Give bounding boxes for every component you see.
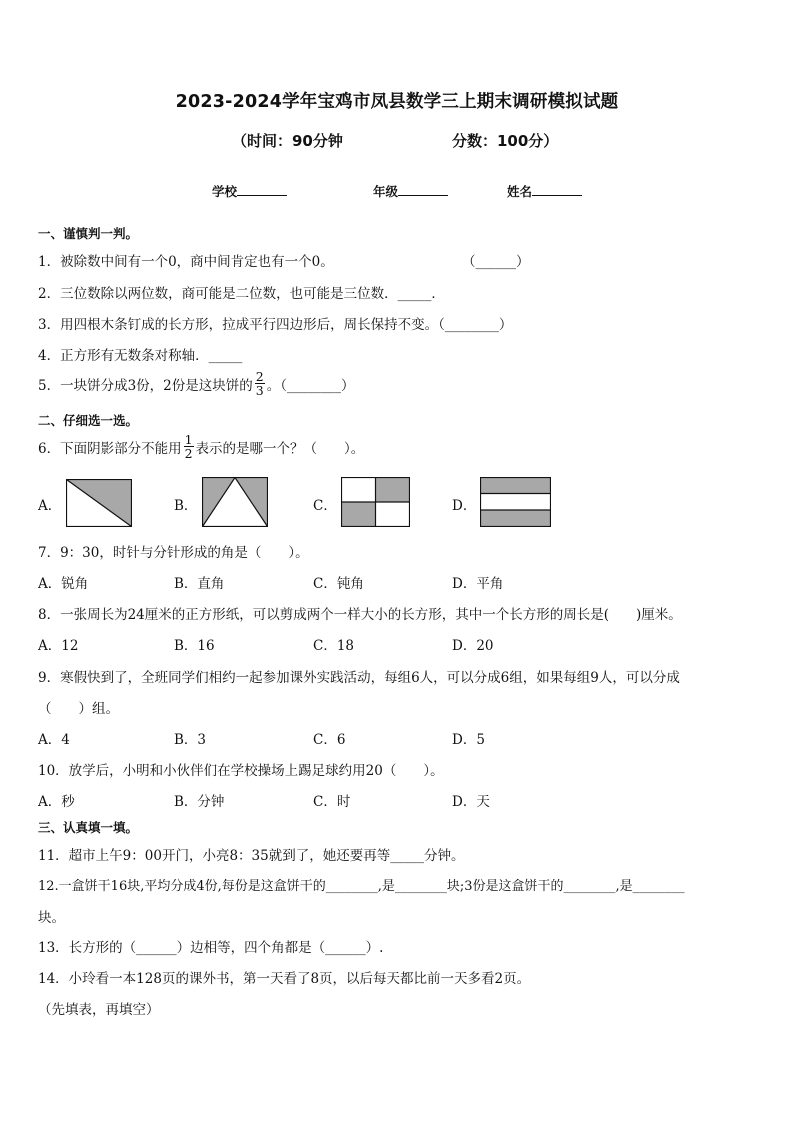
q7-option-a[interactable]: A．锐角 — [38, 576, 89, 592]
school-blank[interactable] — [237, 183, 287, 196]
section-2-heading: 二、仔细选一选。 — [38, 413, 139, 428]
question-3: 3．用四根木条钉成的长方形，拉成平行四边形后，周长保持不变。（________） — [38, 317, 513, 333]
q6-option-b[interactable]: B． — [174, 498, 198, 514]
total-score: 分数：100分） — [452, 132, 559, 150]
shaded-bottom-strip — [481, 510, 551, 527]
question-9-cont: （ ）组。 — [38, 701, 119, 717]
q9-option-d[interactable]: D．5 — [452, 732, 485, 748]
grade-blank[interactable] — [398, 183, 448, 196]
shaded-top-strip — [481, 478, 551, 494]
school-label: 学校 — [212, 184, 238, 199]
q8-option-d[interactable]: D．20 — [452, 638, 494, 654]
fraction-denominator: 2 — [184, 446, 193, 461]
q10-option-d[interactable]: D．天 — [452, 794, 490, 810]
q6-figure-c — [341, 477, 410, 527]
q9-option-c[interactable]: C．6 — [313, 732, 346, 748]
shaded-bottom-left — [342, 502, 376, 527]
question-12: 12.一盒饼干16块,平均分成4份,每份是这盒饼干的________,是________块;3份是这盒饼干的________,是________ — [38, 879, 685, 894]
question-6 — [38, 433, 364, 460]
q6-figure-a — [66, 479, 132, 527]
q7-option-c[interactable]: C．钝角 — [313, 576, 364, 592]
question-1-answer[interactable]: （______） — [462, 254, 530, 270]
shaded-top-right — [376, 478, 410, 503]
name-field[interactable] — [507, 182, 582, 200]
q10-option-c[interactable]: C．时 — [313, 794, 351, 810]
q10-option-a[interactable]: A．秒 — [38, 794, 75, 810]
question-12-cont: 块。 — [38, 910, 65, 926]
grade-field[interactable] — [373, 182, 448, 200]
q6-option-a[interactable]: A． — [38, 498, 62, 514]
question-2: 2．三位数除以两位数，商可能是二位数，也可能是三位数．_____． — [38, 286, 445, 302]
question-10: 10．放学后，小明和小伙伴们在学校操场上踢足球约用20（ ）。 — [38, 763, 444, 779]
question-5-text: 5．一块饼分成3份，2份是这块饼的 — [38, 377, 253, 394]
fraction-two-thirds — [255, 370, 265, 397]
grade-label: 年级 — [373, 184, 399, 199]
q10-option-b[interactable]: B．分钟 — [174, 794, 225, 810]
question-7: 7．9：30，时针与分针形成的角是（ ）。 — [38, 545, 309, 561]
question-4: 4．正方形有无数条对称轴．_____ — [38, 348, 243, 364]
q7-option-b[interactable]: B．直角 — [174, 576, 225, 592]
exam-title: 2023-2024学年宝鸡市凤县数学三上期末调研模拟试题 — [175, 92, 619, 112]
name-label: 姓名 — [507, 184, 533, 199]
question-14: 14．小玲看一本128页的课外书，第一天看了8页，以后每天都比前一天多看2页。 — [38, 971, 531, 987]
school-field[interactable] — [212, 182, 287, 200]
name-blank[interactable] — [532, 183, 582, 196]
question-1: 1．被除数中间有一个0，商中间肯定也有一个0。 — [38, 254, 334, 270]
q9-option-b[interactable]: B．3 — [174, 732, 207, 748]
fraction-denominator: 3 — [255, 383, 264, 398]
q6-option-c[interactable]: C． — [313, 498, 337, 514]
q8-option-b[interactable]: B．16 — [174, 638, 215, 654]
question-11: 11．超市上午9：00开门，小亮8：35就到了，她还要再等_____分钟。 — [38, 848, 465, 864]
question-6-text-end: 表示的是哪一个？（ ）。 — [195, 440, 365, 457]
question-5-answer[interactable]: 。（________） — [266, 377, 355, 394]
question-8: 8．一张周长为24厘米的正方形纸，可以剪成两个一样大小的长方形，其中一个长方形的周长是( )厘米。 — [38, 607, 682, 623]
fraction-numerator: 2 — [255, 369, 264, 384]
question-13: 13．长方形的（______）边相等，四个角都是（______）. — [38, 940, 384, 956]
section-1-heading: 一、谨慎判一判。 — [38, 226, 139, 241]
q8-option-c[interactable]: C．18 — [313, 638, 355, 654]
fraction-one-half — [184, 433, 194, 460]
question-5 — [38, 370, 354, 397]
question-6-text: 6．下面阴影部分不能用 — [38, 440, 182, 457]
time-limit: （时间：90分钟 — [232, 132, 343, 150]
q9-option-a[interactable]: A．4 — [38, 732, 70, 748]
fraction-numerator: 1 — [184, 432, 193, 447]
q8-option-a[interactable]: A．12 — [38, 638, 79, 654]
question-9: 9．寒假快到了，全班同学们相约一起参加课外实践活动，每组6人，可以分成6组，如果每组9人，可以分成 — [38, 670, 680, 686]
q6-figure-b — [202, 477, 268, 527]
q7-option-d[interactable]: D．平角 — [452, 576, 504, 592]
section-3-heading: 三、认真填一填。 — [38, 820, 139, 835]
q6-figure-d — [480, 477, 551, 527]
q6-option-d[interactable]: D． — [452, 498, 477, 514]
question-14-note: （先填表，再填空） — [38, 1002, 160, 1018]
